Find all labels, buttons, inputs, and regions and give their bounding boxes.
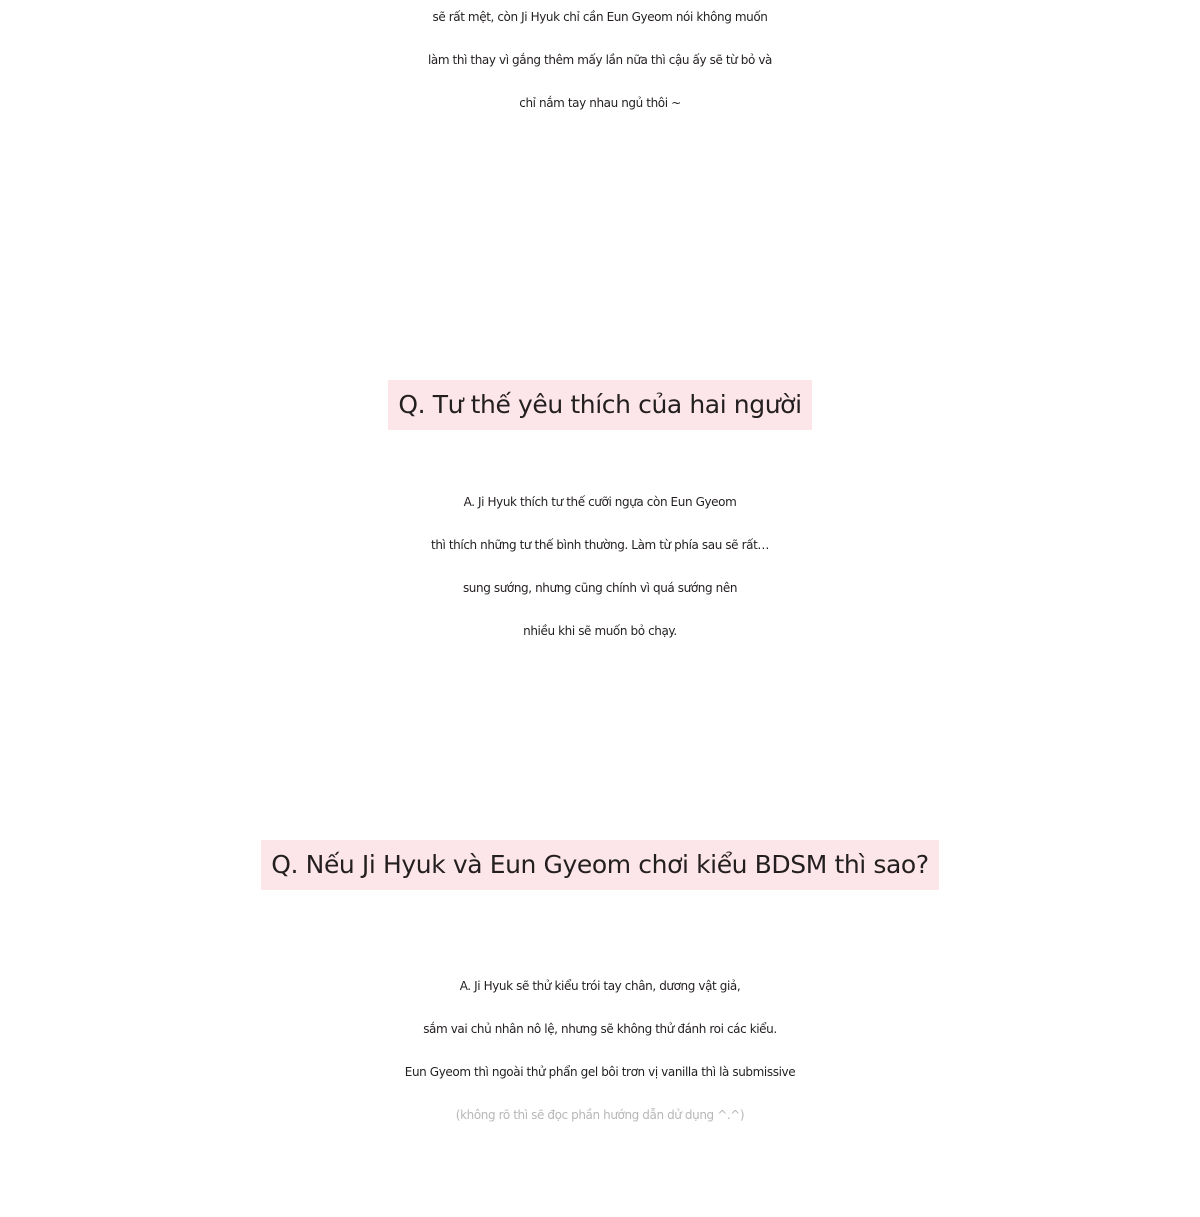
question-1-wrapper [0,380,1200,430]
answer-1-line-4: nhiều khi sẽ muốn bỏ chạy. [523,624,677,638]
answer-2-line-3: Eun Gyeom thì ngoài thử phẩn gel bôi trơn vị vanilla thì là submissive [404,1065,796,1079]
intro-line-2: làm thì thay vì gắng thêm mấy lần nữa thì cậu ấy sẽ từ bỏ và [427,53,773,67]
answer-1-line-1: A. Ji Hyuk thích tư thế cưỡi ngựa còn Eun Gyeom [463,495,737,509]
intro-line-3: chỉ nắm tay nhau ngủ thôi ~ [519,96,681,110]
answer-2-note: (không rõ thì sẽ đọc phần hướng dẫn dử dụng ^.^) [455,1108,745,1122]
intro-line-1: sẽ rất mệt, còn Ji Hyuk chỉ cần Eun Gyeom nói không muốn [432,10,768,24]
question-1: Q. Tư thế yêu thích của hai người [388,380,811,430]
question-2: Q. Nếu Ji Hyuk và Eun Gyeom chơi kiểu BDSM thì sao? [261,840,938,890]
answer-2-line-1: A. Ji Hyuk sẽ thử kiểu trói tay chân, dương vật giả, [459,979,741,993]
intro-paragraph [0,0,1200,125]
answer-1-line-2: thì thích những tư thế bình thường. Làm từ phía sau sẽ rất… [431,538,769,552]
answer-1-line-3: sung sướng, nhưng cũng chính vì quá sướng nên [462,581,738,595]
question-2-wrapper [0,840,1200,890]
answer-1 [0,481,1200,653]
answer-2 [0,965,1200,1137]
answer-2-line-2: sắm vai chủ nhân nô lệ, nhưng sẽ không thử đánh roi các kiểu. [423,1022,777,1036]
